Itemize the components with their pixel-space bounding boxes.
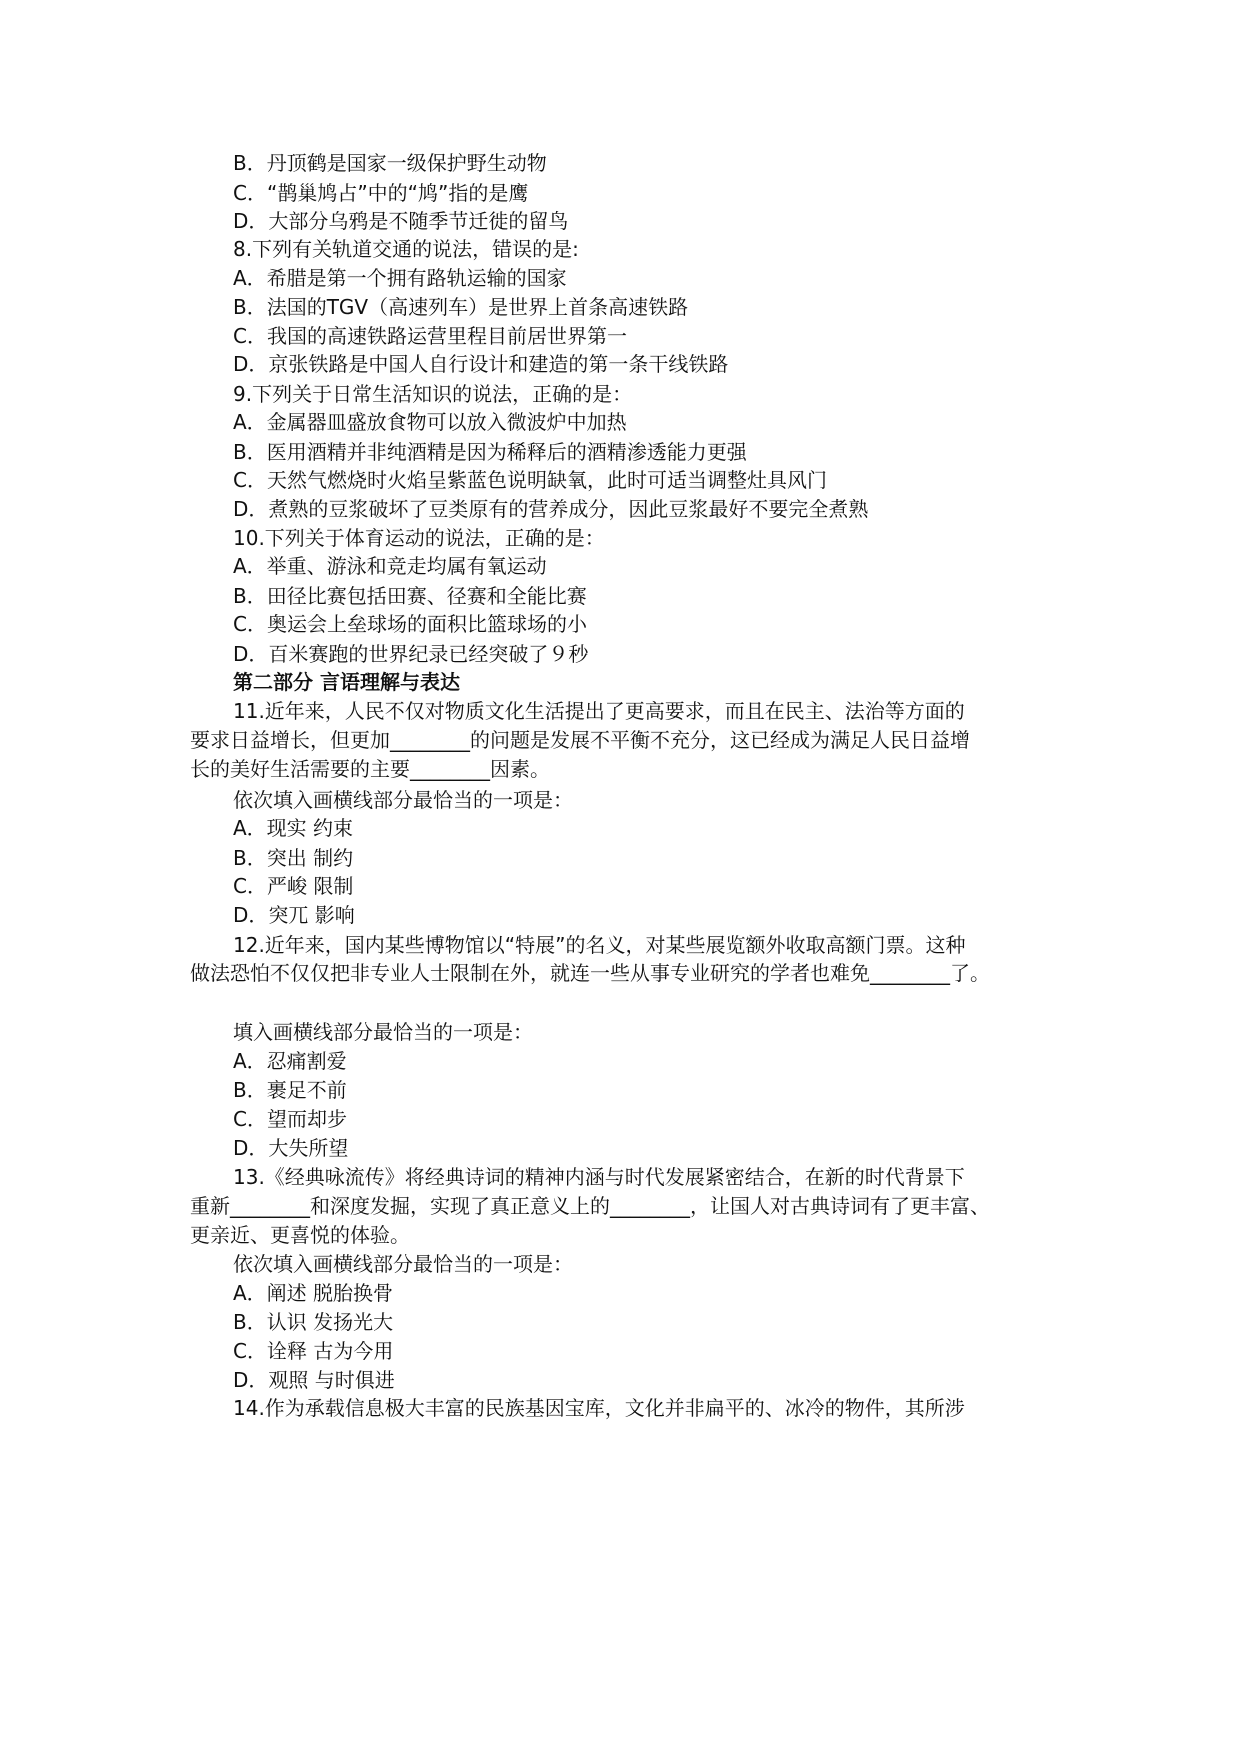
text-line: C．天然气燃烧时火焰呈紫蓝色说明缺氧，此时可适当调整灶具风门	[233, 468, 827, 492]
text-line: 依次填入画横线部分最恰当的一项是：	[233, 788, 573, 812]
text-line: 更亲近、更喜悦的体验。	[190, 1223, 410, 1247]
text-line: C．严峻 限制	[233, 874, 354, 898]
text-line: B．丹顶鹤是国家一级保护野生动物	[233, 151, 547, 175]
text-line: D．观照 与时俱进	[233, 1368, 395, 1392]
text-line: B．认识 发扬光大	[233, 1310, 394, 1334]
text-line: 9.下列关于日常生活知识的说法，正确的是：	[233, 382, 633, 406]
text-line: D．突兀 影响	[233, 903, 355, 927]
text-line: A．现实 约束	[233, 816, 354, 840]
text-line: A．金属器皿盛放食物可以放入微波炉中加热	[233, 410, 627, 434]
text-line: 10.下列关于体育运动的说法，正确的是：	[233, 526, 605, 550]
text-line: 依次填入画横线部分最恰当的一项是：	[233, 1252, 573, 1276]
text-line: C．我国的高速铁路运营里程目前居世界第一	[233, 324, 627, 348]
text-line: B．医用酒精并非纯酒精是因为稀释后的酒精渗透能力更强	[233, 440, 747, 464]
text-line: D．煮熟的豆浆破坏了豆类原有的营养成分，因此豆浆最好不要完全煮熟	[233, 497, 869, 521]
text-line: 重新________和深度发掘，实现了真正意义上的________，让国人对古典诗词有了更丰富、	[190, 1194, 990, 1218]
text-line: A．阐述 脱胎换骨	[233, 1281, 394, 1305]
text-line: 11.近年来，人民不仅对物质文化生活提出了更高要求，而且在民主、法治等方面的	[233, 699, 965, 723]
text-line: B．裹足不前	[233, 1078, 347, 1102]
text-line: B．突出 制约	[233, 846, 354, 870]
text-line: 长的美好生活需要的主要________因素。	[190, 757, 550, 781]
text-line: 要求日益增长，但更加________的问题是发展不平衡不充分，这已经成为满足人民日益增	[190, 728, 970, 752]
text-line: 做法恐怕不仅仅把非专业人士限制在外，就连一些从事专业研究的学者也难免________了。	[190, 961, 990, 985]
text-line: 13.《经典咏流传》将经典诗词的精神内涵与时代发展紧密结合，在新的时代背景下	[233, 1165, 965, 1189]
text-line: A．举重、游泳和竞走均属有氧运动	[233, 554, 547, 578]
section-heading: 第二部分 言语理解与表达	[233, 670, 460, 694]
text-line: B．田径比赛包括田赛、径赛和全能比赛	[233, 584, 587, 608]
text-line: 填入画横线部分最恰当的一项是：	[233, 1020, 533, 1044]
text-line: B．法国的TGV（高速列车）是世界上首条高速铁路	[233, 295, 689, 319]
text-line: 12.近年来，国内某些博物馆以“特展”的名义，对某些展览额外收取高额门票。这种	[233, 933, 966, 957]
text-line: 8.下列有关轨道交通的说法，错误的是:	[233, 237, 579, 261]
text-line: C．望而却步	[233, 1107, 347, 1131]
text-line: D．百米赛跑的世界纪录已经突破了９秒	[233, 642, 589, 666]
text-line: C．“鹊巢鸠占”中的“鸠”指的是鹰	[233, 181, 529, 205]
text-line: D．京张铁路是中国人自行设计和建造的第一条干线铁路	[233, 352, 729, 376]
text-line: A．忍痛割爱	[233, 1049, 347, 1073]
text-line: 14.作为承载信息极大丰富的民族基因宝库，文化并非扁平的、冰冷的物件，其所涉	[233, 1396, 965, 1420]
text-line: D．大失所望	[233, 1136, 349, 1160]
text-line: D．大部分乌鸦是不随季节迁徙的留鸟	[233, 209, 569, 233]
text-line: A．希腊是第一个拥有路轨运输的国家	[233, 266, 567, 290]
text-line: C．奥运会上垒球场的面积比篮球场的小	[233, 612, 587, 636]
text-line: C．诠释 古为今用	[233, 1339, 394, 1363]
